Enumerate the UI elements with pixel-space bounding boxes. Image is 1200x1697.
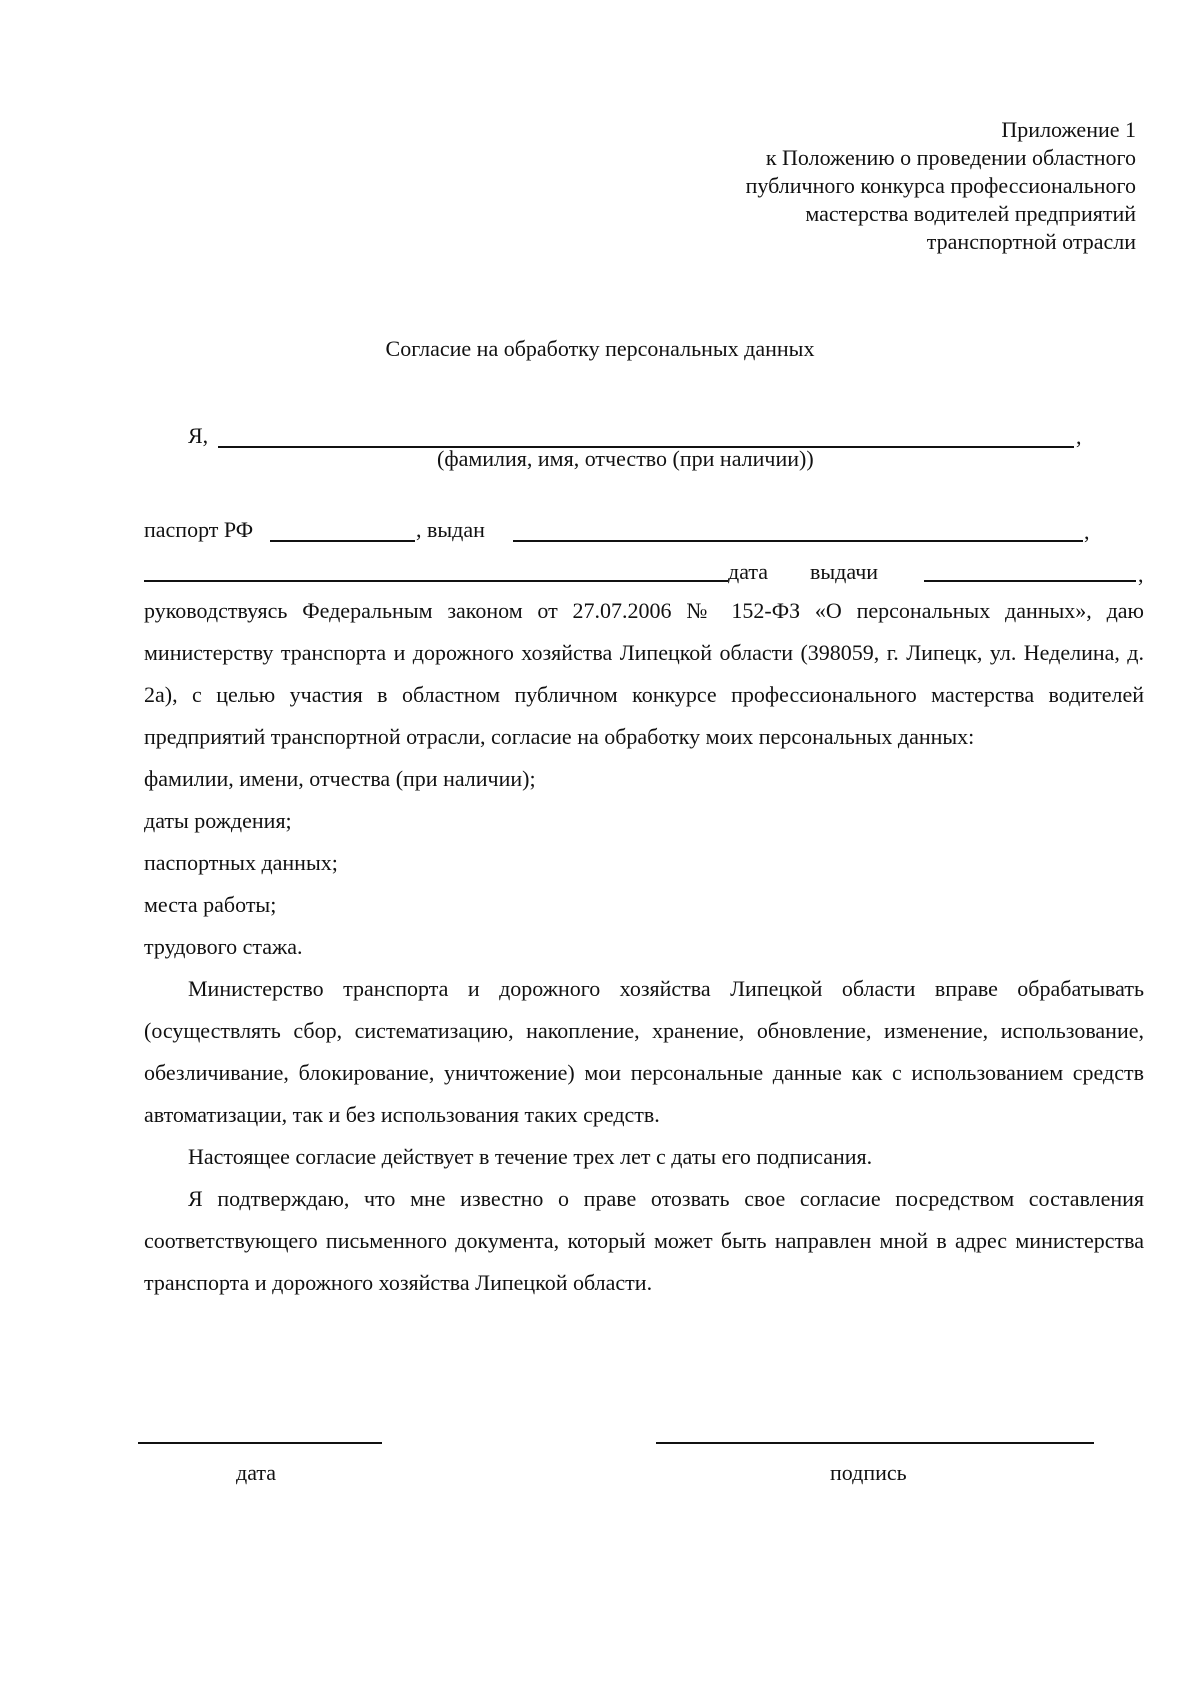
signature-date-label: дата <box>236 1460 277 1485</box>
issued-by-blank[interactable] <box>513 540 1083 542</box>
data-item: трудового стажа. <box>144 934 303 959</box>
data-item: места работы; <box>144 892 277 917</box>
name-hint: (фамилия, имя, отчество (при наличии)) <box>437 446 814 471</box>
appendix-line: публичного конкурса профессионального <box>745 173 1136 198</box>
passport-label: паспорт РФ <box>144 517 254 542</box>
consent-body <box>144 590 1144 1304</box>
signature-date-blank[interactable] <box>138 1442 382 1444</box>
issue-date-comma: , <box>1138 562 1144 587</box>
appendix-line: транспортной отрасли <box>926 229 1136 254</box>
issue-date-label-1: дата <box>728 559 769 584</box>
signature-label: подпись <box>830 1460 907 1485</box>
intro-paragraph: руководствуясь Федеральным законом от 27.07.2006 № 152-ФЗ «О персональных данных», даю министерству транспорта и дорожного хозяйства Липецкой области (398059, г. Липецк, ул. Неделина, д. 2а), с целью участия в областном публичном конкурсе профессионального мастерства водителей предприятий транспортной отрасли, согласие на обработку моих персональных данных: <box>144 598 1144 749</box>
issue-date-label-2: выдачи <box>810 559 879 584</box>
issued-by-blank-continued[interactable] <box>144 580 728 582</box>
issued-comma: , <box>1084 519 1090 544</box>
appendix-line: к Положению о проведении областного <box>765 145 1136 170</box>
processing-paragraph: Министерство транспорта и дорожного хозяйства Липецкой области вправе обрабатывать (осуществлять сбор, систематизацию, накопление, хранение, обновление, изменение, использование, обезличивание, блокирование, уничтожение) мои персональные данные как с использованием средств автоматизации, так и без использования таких средств. <box>144 976 1144 1127</box>
passport-number-blank[interactable] <box>270 540 415 542</box>
appendix-line: мастерства водителей предприятий <box>805 201 1136 226</box>
signature-blank[interactable] <box>656 1442 1094 1444</box>
data-item: паспортных данных; <box>144 850 338 875</box>
validity-paragraph: Настоящее согласие действует в течение трех лет с даты его подписания. <box>188 1144 873 1169</box>
document-title: Согласие на обработку персональных данных <box>385 336 815 361</box>
revocation-paragraph: Я подтверждаю, что мне известно о праве отозвать свое согласие посредством составления соответствующего письменного документа, который может быть направлен мной в адрес министерства транспорта и дорожного хозяйства Липецкой области. <box>144 1186 1144 1295</box>
i-label: Я, <box>188 423 209 448</box>
data-item: фамилии, имени, отчества (при наличии); <box>144 766 536 791</box>
name-comma: , <box>1076 424 1082 449</box>
data-item: даты рождения; <box>144 808 292 833</box>
issued-label: , выдан <box>416 517 485 542</box>
appendix-header <box>746 116 1136 256</box>
issue-date-blank[interactable] <box>924 580 1136 582</box>
appendix-line: Приложение 1 <box>1001 117 1136 142</box>
